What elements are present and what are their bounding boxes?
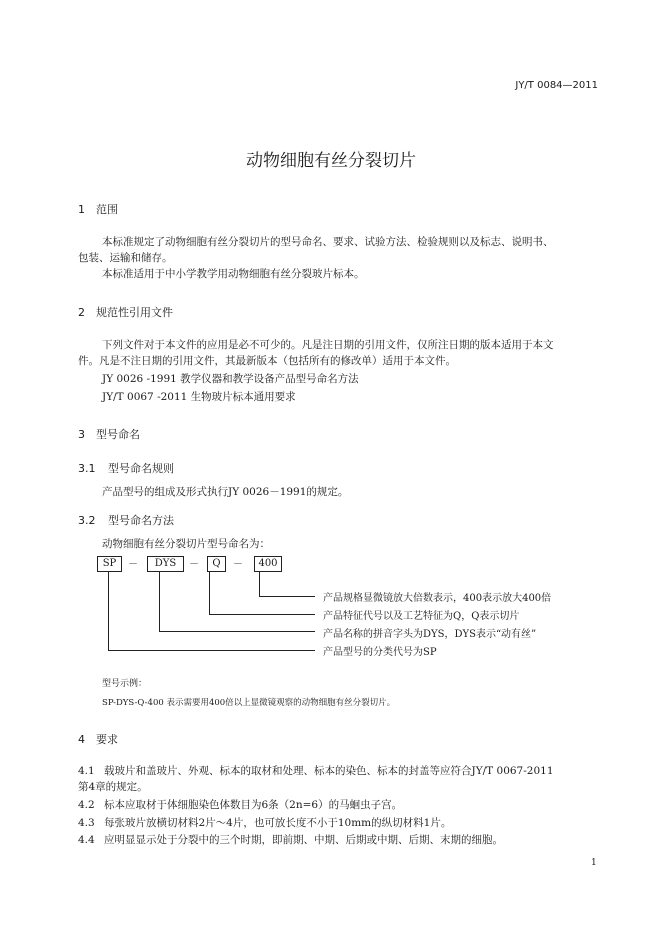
section-title: 型号命名 [96,428,140,441]
section-number: 1 [78,203,85,216]
requirement-item [78,831,503,850]
connector-line [108,650,315,651]
item-number: 4.1 [78,765,95,777]
separator: － [128,559,138,570]
item-text: 标本应取材于体细胞染色体数目为6条（2n=6）的马蛔虫子宫。 [104,799,403,811]
connector-line [108,572,109,651]
item-number: 4.4 [78,834,95,846]
item-number: 4.2 [78,799,95,811]
item-text: 应明显显示处于分裂中的三个时期，即前期、中期、后期或中期、后期、末期的细胞。 [104,834,503,846]
subsection-title: 型号命名方法 [108,514,174,527]
connector-line [209,572,210,615]
paragraph-line: 包装、运输和储存。 [78,252,173,264]
reference-item: JY 0026 -1991 教学仪器和教学设备产品型号命名方法 [102,373,359,385]
example-text: SP-DYS-Q-400 表示需要用400倍以上显微镜观察的动物细胞有丝分裂切片。 [102,698,396,708]
item-text: 载玻片和盖玻片、外观、标本的取材和处理、标本的染色、标本的封盖等应符合JY/T 0067-2011 [104,765,554,777]
connector-line [159,631,315,632]
subsection-3-1-heading [78,460,174,476]
section-3-heading [78,426,140,442]
document-code: JY/T 0084—2011 [515,80,598,91]
subsection-number: 3.1 [78,462,96,475]
paragraph-line: 本标准适用于中小学教学用动物细胞有丝分裂玻片标本。 [102,268,365,280]
code-box-q: Q [207,556,226,572]
code-box-dys: DYS [147,556,184,572]
paragraph-line: 产品型号的组成及形式执行JY 0026－1991的规定。 [102,486,349,498]
section-number: 3 [78,428,85,441]
code-explanation: 产品型号的分类代号为SP [323,647,437,658]
section-4-heading [78,731,118,747]
section-title: 规范性引用文件 [96,306,173,319]
subsection-number: 3.2 [78,514,96,527]
item-text: 第4章的规定。 [78,781,148,793]
item-text: 每张玻片放横切材料2片～4片，也可放长度不小于10mm的纵切材料1片。 [104,817,452,829]
section-number: 2 [78,306,85,319]
subsection-3-2-heading [78,512,174,528]
paragraph-line: 动物细胞有丝分裂切片型号命名为： [102,538,270,550]
requirement-item [78,762,554,781]
example-label: 型号示例： [102,679,148,689]
separator: － [233,559,243,570]
item-number: 4.3 [78,817,95,829]
paragraph-line: 下列文件对于本文件的应用是必不可少的。凡是注日期的引用文件，仅所注日期的版本适用于本文 [102,339,554,351]
separator: － [189,559,199,570]
code-explanation: 产品名称的拼音字头为DYS，DYS表示“动有丝” [323,629,537,640]
code-explanation: 产品规格显微镜放大倍数表示，400表示放大400倍 [323,593,552,604]
page-number: 1 [591,858,597,868]
code-box-sp: SP [97,556,122,572]
section-title: 范围 [96,203,118,216]
paragraph-line: 件。凡是不注日期的引用文件，其最新版本（包括所有的修改单）适用于本文件。 [78,355,456,367]
subsection-title: 型号命名规则 [108,462,174,475]
page-title: 动物细胞有丝分裂切片 [246,151,416,171]
code-explanation: 产品特征代号以及工艺特征为Q，Q表示切片 [323,611,520,622]
code-box-400: 400 [254,556,282,572]
requirement-item [78,796,402,815]
section-title: 要求 [96,733,118,746]
requirement-item [78,778,148,797]
connector-line [259,596,315,597]
connector-line [159,572,160,632]
section-2-heading [78,304,173,320]
section-1-heading [78,201,118,217]
reference-item: JY/T 0067 -2011 生物玻片标本通用要求 [102,391,296,403]
paragraph-line: 本标准规定了动物细胞有丝分裂切片的型号命名、要求、试验方法、检验规则以及标志、说明书、 [102,236,554,248]
section-number: 4 [78,733,85,746]
connector-line [259,572,260,597]
connector-line [209,614,315,615]
